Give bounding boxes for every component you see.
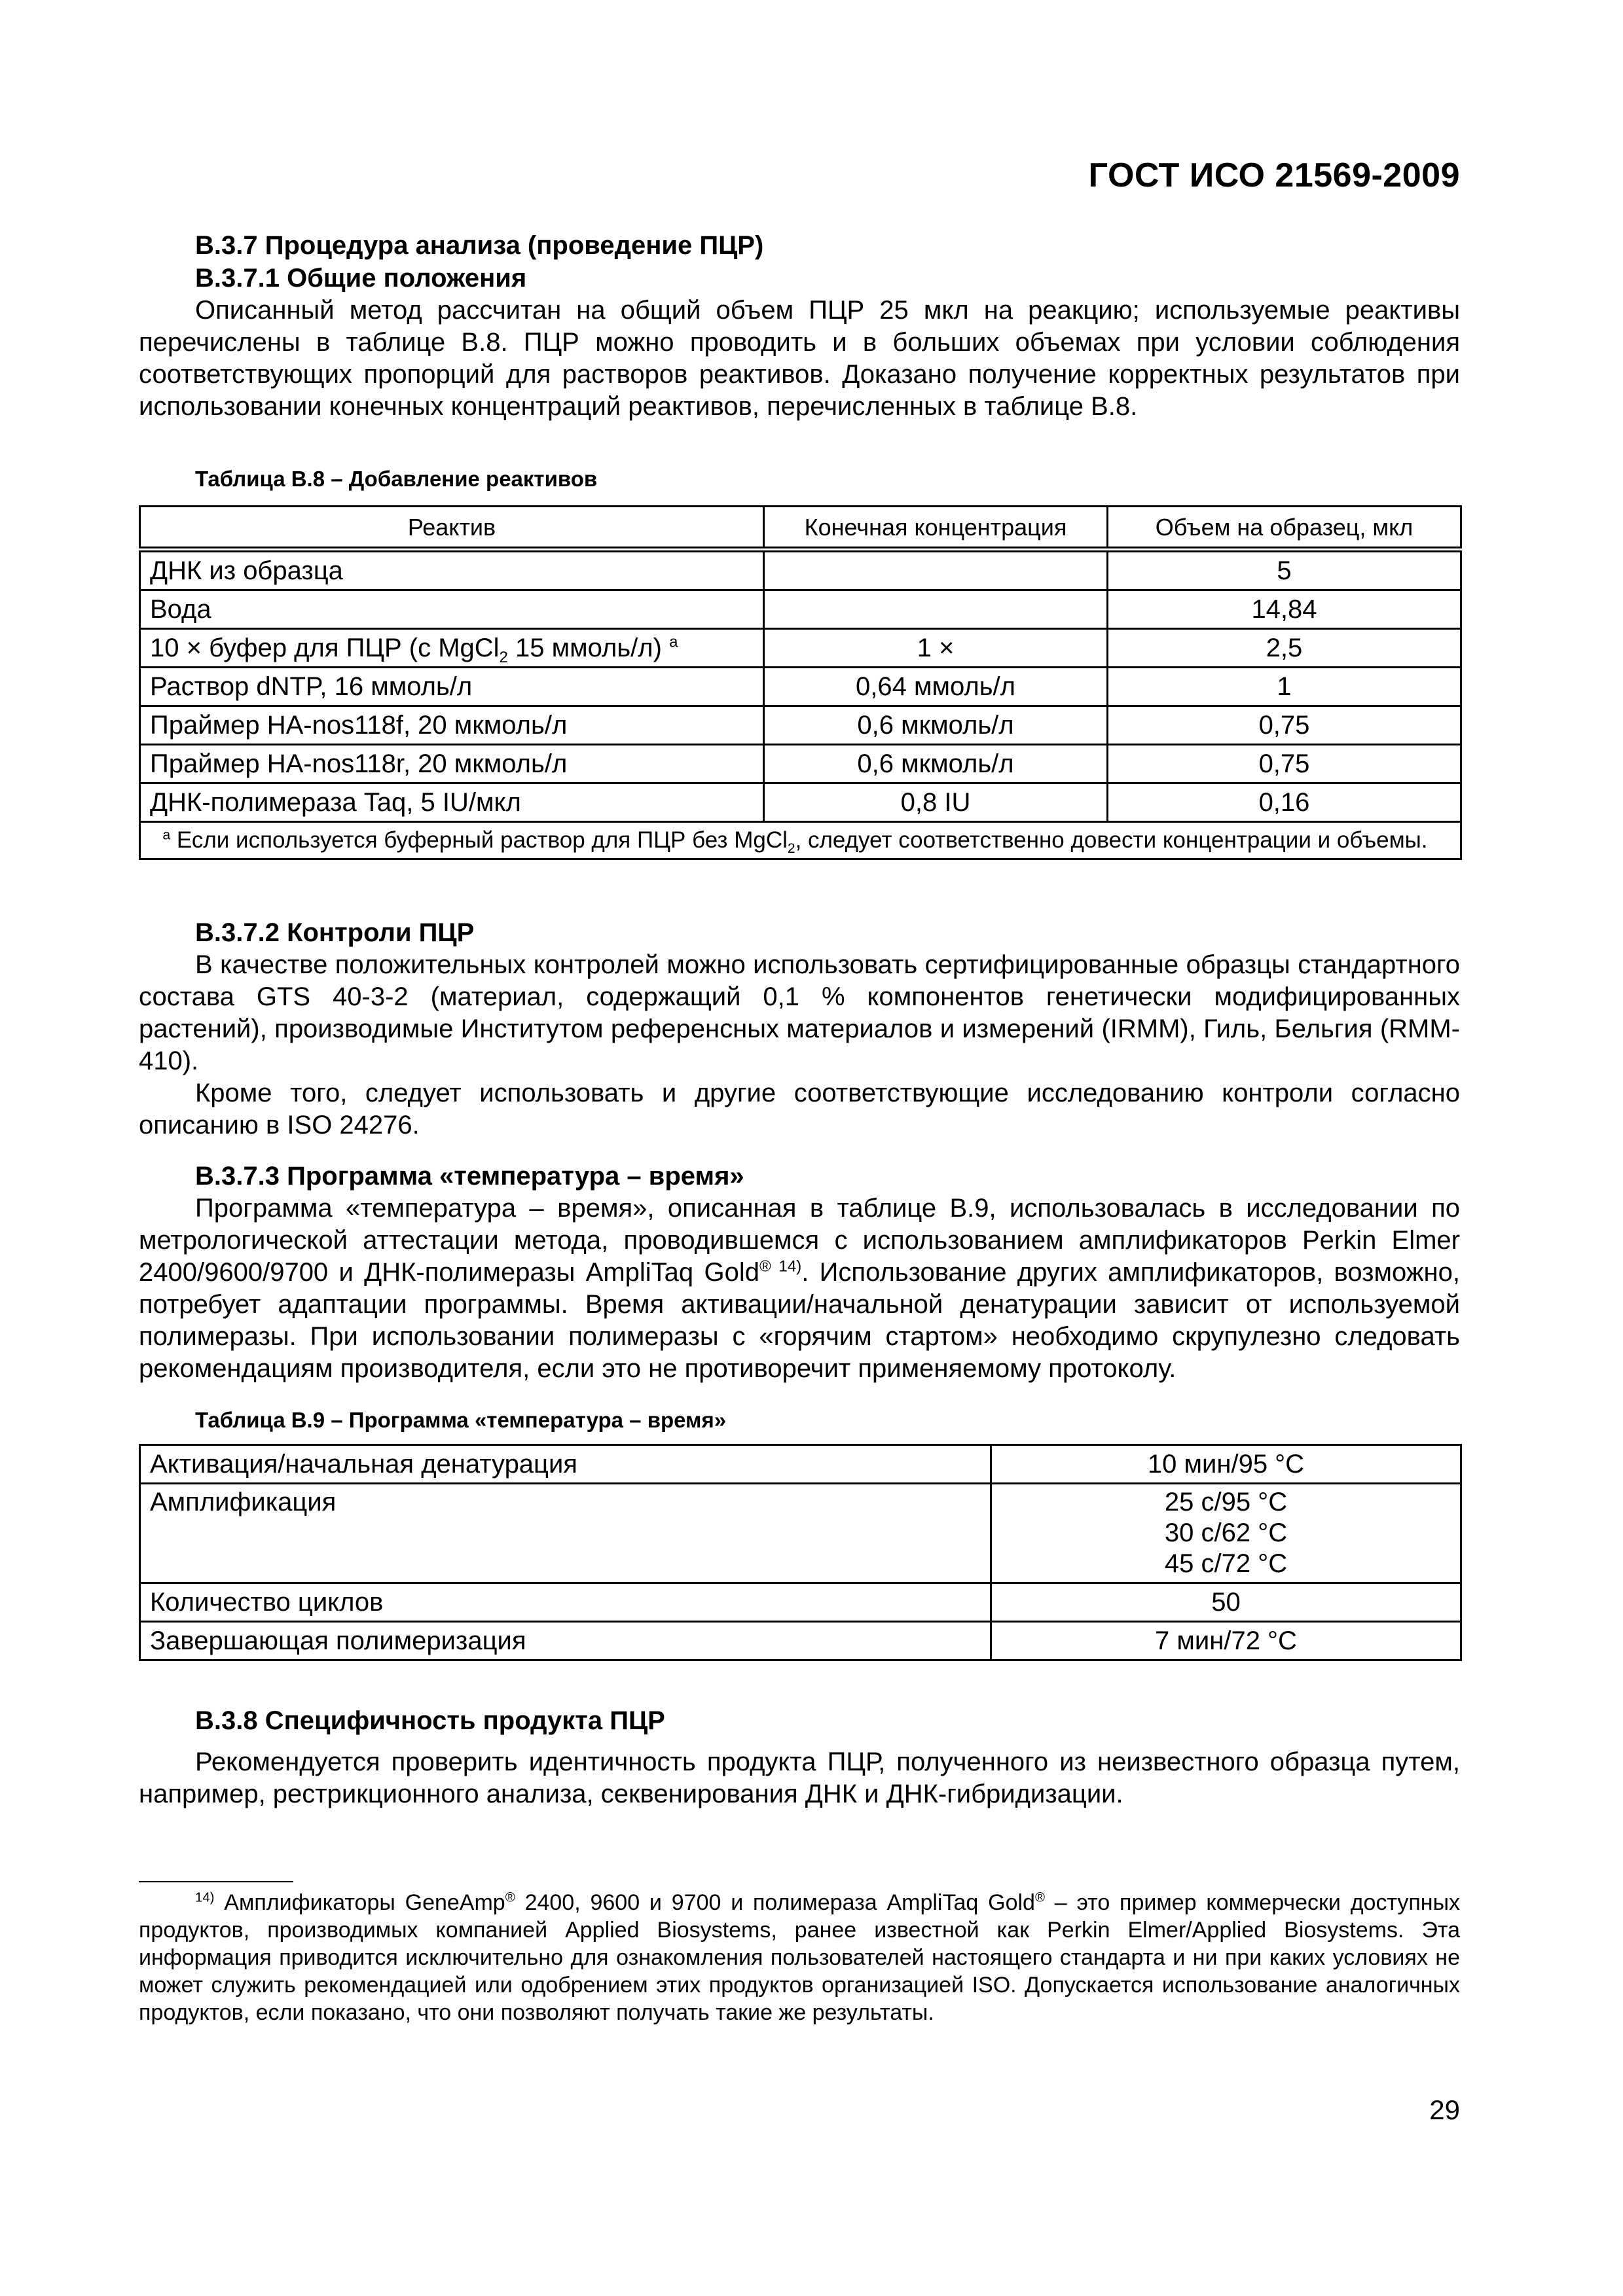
cell-volume: 0,75 xyxy=(1108,745,1461,783)
cell-reagent: ДНК из образца xyxy=(140,550,764,590)
cell-concentration xyxy=(764,550,1108,590)
cell-concentration: 1 × xyxy=(764,629,1108,668)
table-header-row xyxy=(140,507,1461,550)
heading-b372: В.3.7.2 Контроли ПЦР xyxy=(195,918,475,947)
section-b372 xyxy=(139,916,1460,1141)
table-b9 xyxy=(139,1444,1462,1661)
cell-value: 50 xyxy=(991,1583,1461,1622)
page-number: 29 xyxy=(1429,2094,1460,2125)
cell-volume: 1 xyxy=(1108,668,1461,706)
table-b8-block xyxy=(139,466,1460,860)
cell-volume: 0,75 xyxy=(1108,706,1461,745)
table-row xyxy=(140,1583,1461,1622)
table-b9-caption: Таблица В.9 – Программа «температура – время» xyxy=(195,1408,727,1432)
cell-value: 10 мин/95 °С xyxy=(991,1445,1461,1484)
table-row xyxy=(140,1445,1461,1484)
table-b8 xyxy=(139,505,1462,860)
footnote-14: $^{14)}$ Амплификаторы GeneAmp® 2400, 9600 и 9700 и полимераза AmpliTaq Gold® – это пример коммерчески доступных продуктов, производимых компанией Applied Biosystems, ранее известной как Perkin Elmer/Applied Biosystems. Эта информация приводится исключительно для ознакомления пользователей настоящего стандарта и ни при каких условиях не может служить рекомендацией или одобрением этих продуктов организацией ISO. Допускается использование аналогичных продуктов, если показано, что они позволяют получать такие же результаты. xyxy=(139,1890,1461,2025)
cell-value: 7 мин/72 °С xyxy=(991,1622,1461,1660)
table-b9-block xyxy=(139,1407,1460,1661)
heading-b371: В.3.7.1 Общие положения xyxy=(195,264,527,293)
cell-step: Амплификация xyxy=(140,1484,991,1583)
cell-reagent: Праймер HA-nos118r, 20 мкмоль/л xyxy=(140,745,764,783)
heading-b37: В.3.7 Процедура анализа (проведение ПЦР) xyxy=(195,231,764,260)
table-row xyxy=(140,1484,1461,1583)
cell-value: 25 с/95 °С 30 с/62 °С 45 с/72 °С xyxy=(991,1484,1461,1583)
footnote-marker: a xyxy=(669,633,678,651)
cell-volume: 14,84 xyxy=(1108,590,1461,629)
table-row xyxy=(140,1622,1461,1660)
table-row xyxy=(140,706,1461,745)
table-b8-caption: Таблица В.8 – Добавление реактивов xyxy=(195,467,598,491)
heading-b38: В.3.8 Специфичность продукта ПЦР xyxy=(195,1706,665,1735)
cell-reagent: Вода xyxy=(140,590,764,629)
section-b373 xyxy=(139,1160,1460,1385)
cell-concentration xyxy=(764,590,1108,629)
cell-volume: 0,16 xyxy=(1108,783,1461,822)
heading-b373: В.3.7.3 Программа «температура – время» xyxy=(195,1162,744,1191)
table-note: $^a$ Если используется буферный раствор для ПЦР без MgCl$_2$, следует соответственно довести концентрации и объемы. xyxy=(140,822,1461,859)
cell-step: Активация/начальная денатурация xyxy=(140,1445,991,1484)
table-row xyxy=(140,550,1461,590)
section-b37 xyxy=(139,229,1460,423)
footnote-separator xyxy=(139,1881,293,1882)
cell-reagent: Праймер HA-nos118f, 20 мкмоль/л xyxy=(140,706,764,745)
table-row xyxy=(140,745,1461,783)
cell-concentration: 0,6 мкмоль/л xyxy=(764,745,1108,783)
cell-concentration: 0,6 мкмоль/л xyxy=(764,706,1108,745)
table-row xyxy=(140,590,1461,629)
cell-concentration: 0,64 ммоль/л xyxy=(764,668,1108,706)
paragraph-b373: Программа «температура – время», описанная в таблице В.9, использовалась в исследовании по метрологической аттестации метода, проводившемся с использованием амплификаторов Perkin Elmer 2400/9600/9700 и ДНК-полимеразы AmpliTaq Gold® $^{14)}$. Использование других амплификаторов, возможно, потребует адаптации программы. Время активации/начальной денатурации зависит от используемой полимеразы. При использовании полимеразы с «горячим стартом» необходимо скрупулезно следовать рекомендациям производителя, если это не противоречит применяемому протоколу. xyxy=(139,1194,1461,1383)
standard-header: ГОСТ ИСО 21569-2009 xyxy=(1088,156,1460,194)
column-header-volume: Объем на образец, мкл xyxy=(1108,507,1461,550)
cell-volume: 5 xyxy=(1108,550,1461,590)
cell-reagent: 10 × буфер для ПЦР (с MgCl$_2$ 15 ммоль/л) $^a$ xyxy=(140,629,764,668)
footnote-ref[interactable]: 14) xyxy=(771,1257,802,1276)
cell-reagent: Раствор dNTP, 16 ммоль/л xyxy=(140,668,764,706)
cell-volume: 2,5 xyxy=(1108,629,1461,668)
cell-concentration: 0,8 IU xyxy=(764,783,1108,822)
cell-step: Количество циклов xyxy=(140,1583,991,1622)
section-b38 xyxy=(139,1704,1460,1810)
column-header-concentration: Конечная концентрация xyxy=(764,507,1108,550)
footnote-block xyxy=(139,1889,1460,2026)
table-row xyxy=(140,783,1461,822)
column-header-reagent: Реактив xyxy=(140,507,764,550)
table-row xyxy=(140,668,1461,706)
paragraph-b372-1: В качестве положительных контролей можно использовать сертифицированные образцы стандартного состава GTS 40-3-2 (материал, содержащий 0,1 % компонентов генетически модифицированных растений), производимые Институтом референсных материалов и измерений (IRMM), Гиль, Бельгия (RMM-410). xyxy=(139,950,1460,1075)
cell-reagent: ДНК-полимераза Taq, 5 IU/мкл xyxy=(140,783,764,822)
paragraph-b38: Рекомендуется проверить идентичность продукта ПЦР, полученного из неизвестного образца путем, например, рестрикционного анализа, секвенирования ДНК и ДНК-гибридизации. xyxy=(139,1748,1460,1808)
paragraph-b372-2: Кроме того, следует использовать и другие соответствующие исследованию контроли согласно описанию в ISO 24276. xyxy=(139,1079,1460,1139)
cell-step: Завершающая полимеризация xyxy=(140,1622,991,1660)
paragraph-b371: Описанный метод рассчитан на общий объем ПЦР 25 мкл на реакцию; используемые реактивы перечислены в таблице В.8. ПЦР можно проводить и в больших объемах при условии соблюдения соответствующих пропорций для растворов реактивов. Доказано получение корректных результатов при использовании конечных концентраций реактивов, перечисленных в таблице В.8. xyxy=(139,296,1460,421)
table-note-row xyxy=(140,822,1461,859)
table-row xyxy=(140,629,1461,668)
